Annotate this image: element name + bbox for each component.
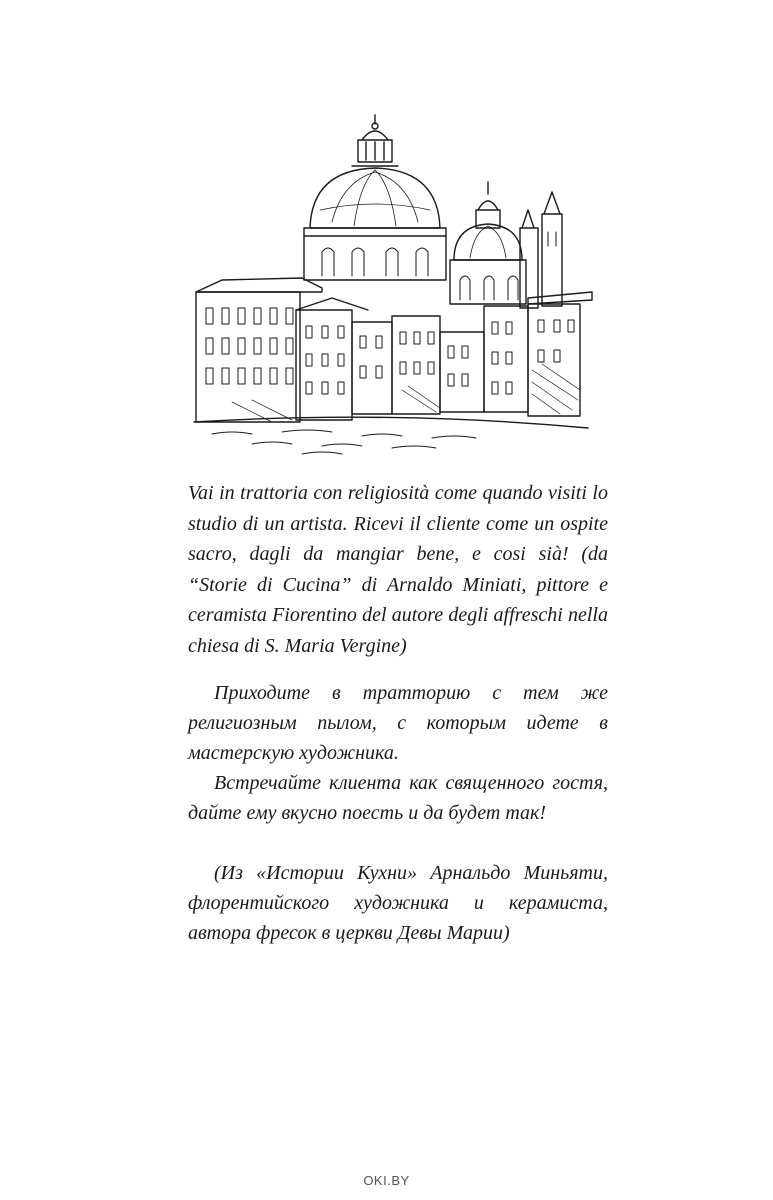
italian-quote-text: Vai in trattoria con religiosità come quando visiti lo studio di un artista. Ricevi il cliente come un ospite sacro, dagli da mangiar bene, e cosi sià! (da “Storie di Cucina” di Arnaldo Miniati, pittore e ceramista Fiorentino del autore degli affreschi nella chiesa di S. Maria Vergine) <box>188 482 608 657</box>
russian-translation <box>188 678 608 948</box>
italian-quote <box>188 478 608 661</box>
russian-paragraph-2: Встречайте клиента как священного гостя, дайте ему вкусно поесть и да будет так! <box>188 772 608 824</box>
site-watermark: OKI.BY <box>363 1173 410 1188</box>
russian-source-citation: (Из «Истории Кухни» Арнальдо Миньяти, флорентийского художника и керамиста, автора фресок в церкви Девы Марии) <box>188 862 608 944</box>
russian-paragraph-1: Приходите в тратторию с тем же религиозным пылом, с которым идете в мастерскую художника. <box>188 682 608 764</box>
church-canal-sketch <box>192 110 602 460</box>
